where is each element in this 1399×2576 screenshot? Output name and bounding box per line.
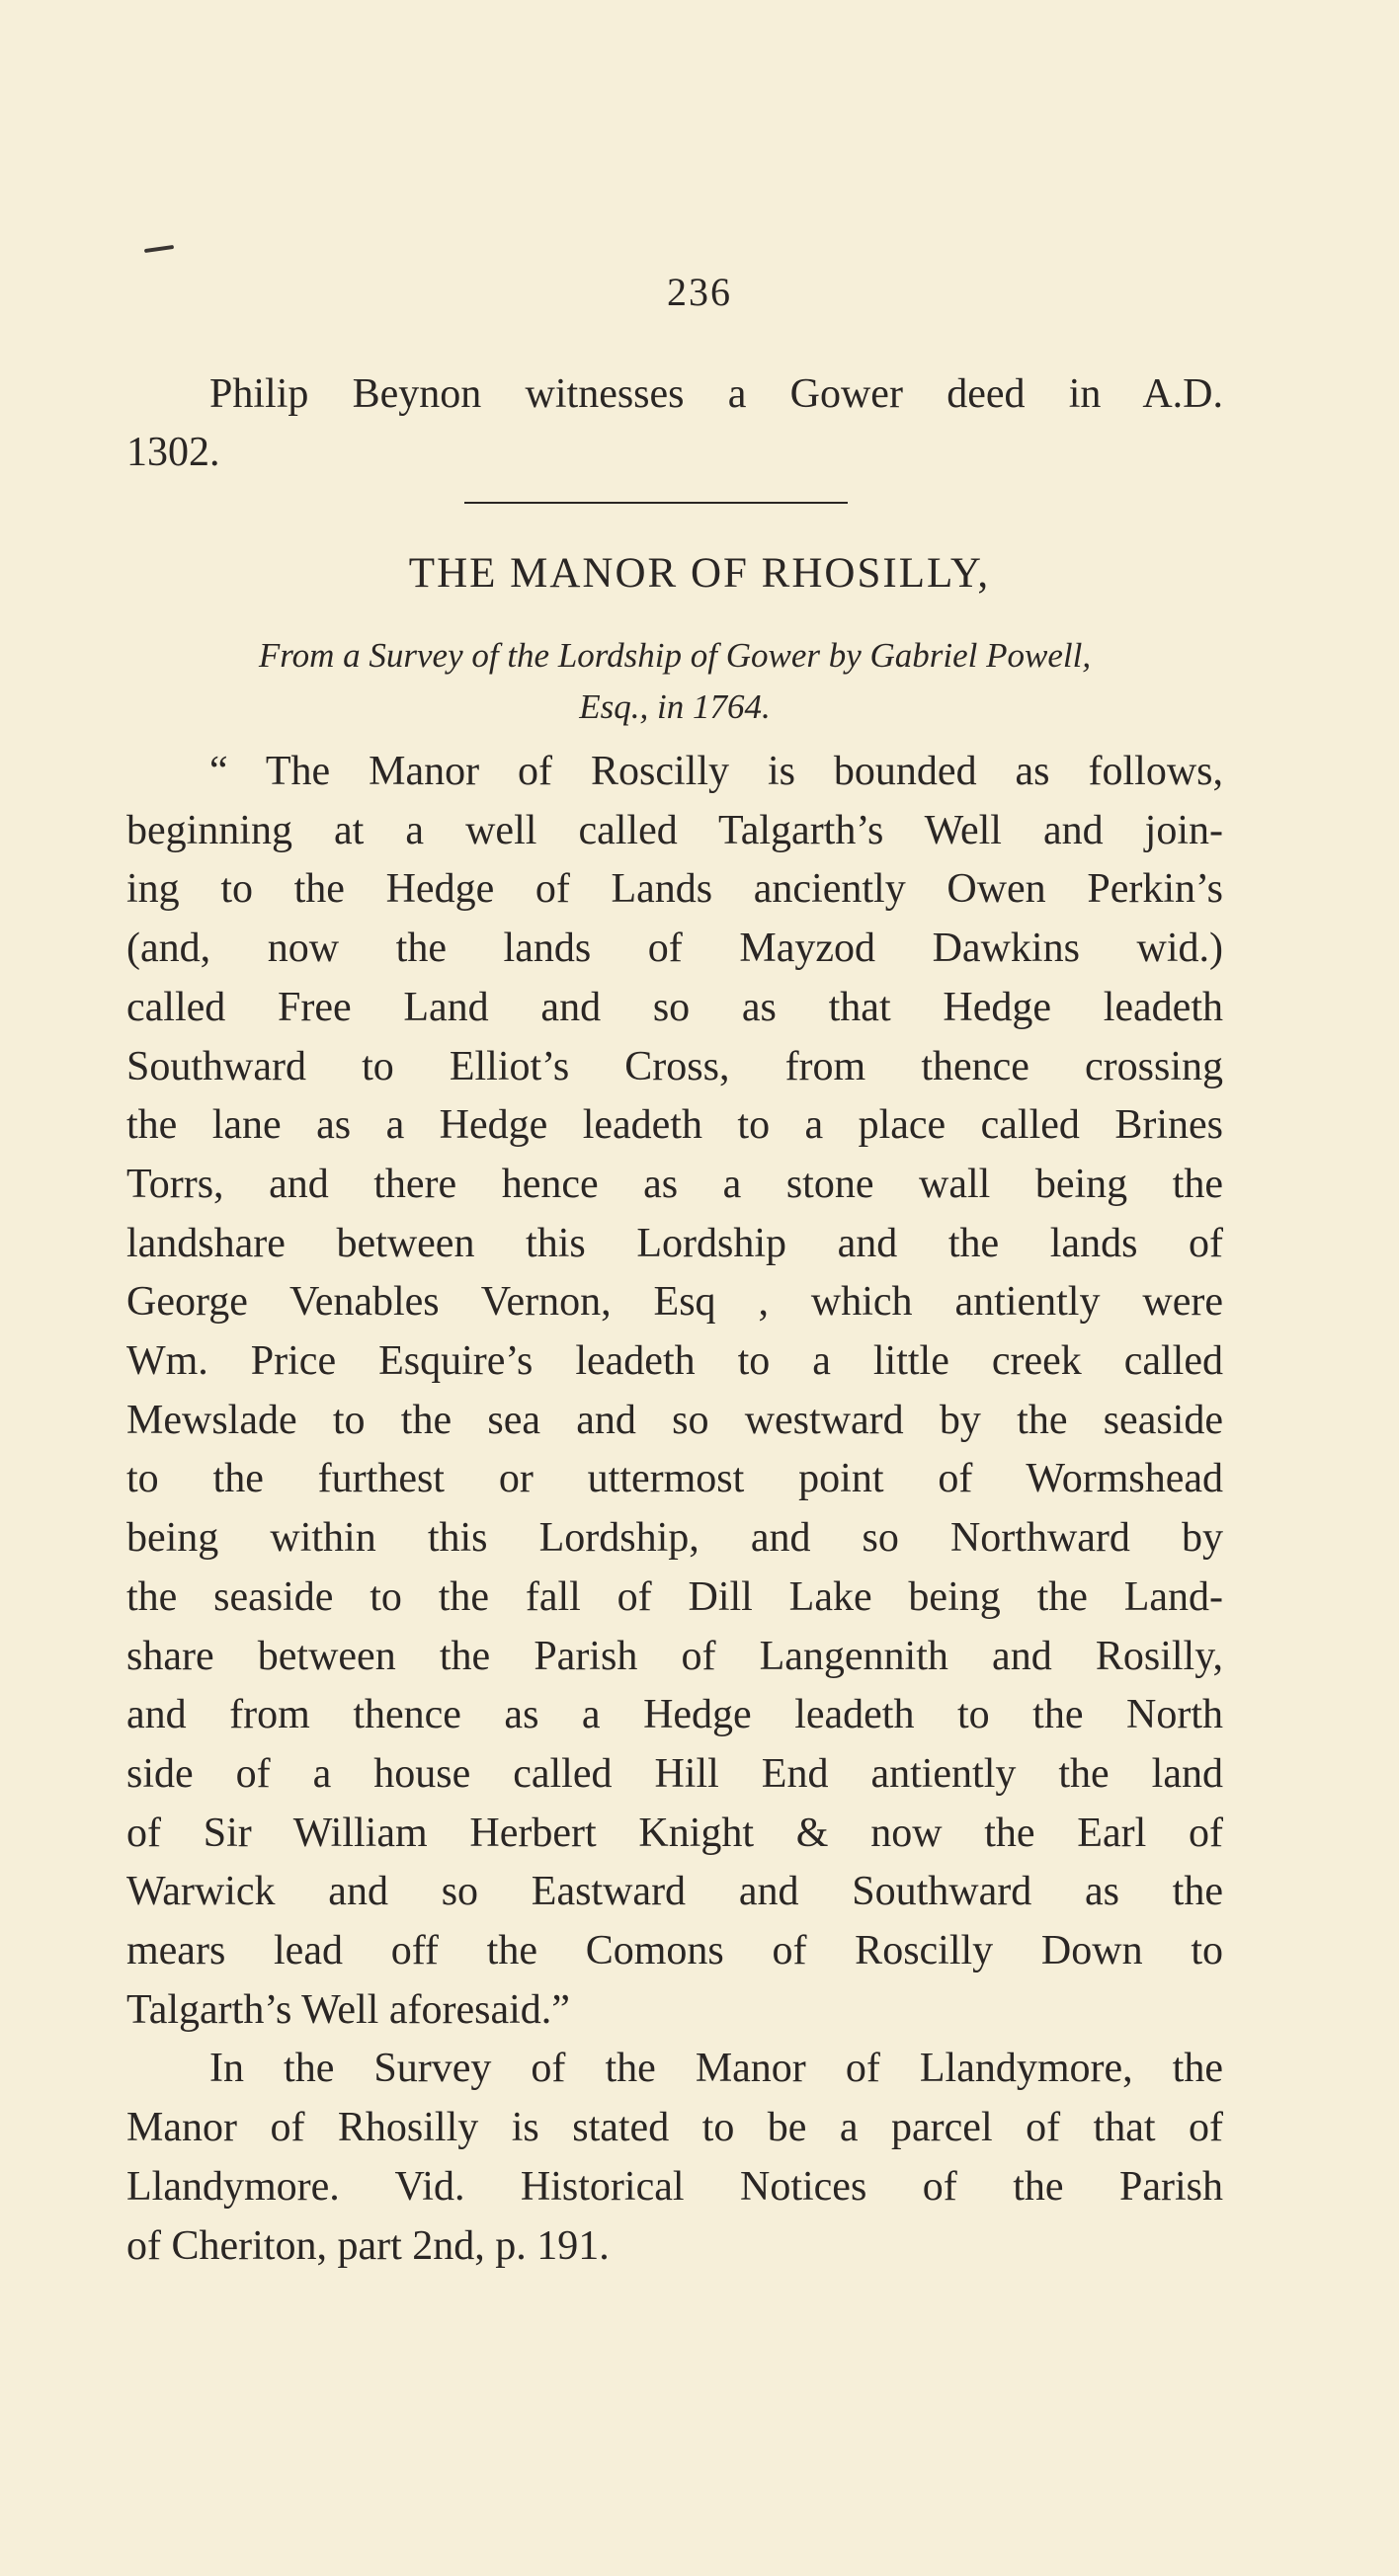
page-number: 236: [667, 270, 732, 314]
text-line: and from thence as a Hedge leadeth to the North: [126, 1692, 1223, 1738]
section-subheading: [126, 630, 1223, 733]
subheading-line: Esq., in 1764.: [579, 687, 771, 726]
subheading-line: From a Survey of the Lordship of Gower by Gabriel Powell,: [258, 636, 1092, 675]
text-line: of Sir William Herbert Knight & now the Earl of: [126, 1810, 1223, 1856]
text-line: the seaside to the fall of Dill Lake being the Land-: [126, 1573, 1223, 1620]
text-line: 1302.: [126, 430, 220, 475]
survey-quote-paragraph: [126, 743, 1223, 2040]
text-line: (and, now the lands of Mayzod Dawkins wid.): [126, 926, 1223, 972]
text-line: Southward to Elliot’s Cross, from thence crossing: [126, 1043, 1223, 1089]
text-line: Warwick and so Eastward and Southward as the: [126, 1869, 1223, 1915]
text-line: George Venables Vernon, Esq , which antiently were: [126, 1279, 1223, 1326]
text-line: to the furthest or uttermost point of Wormshead: [126, 1456, 1223, 1502]
text-line: “ The Manor of Roscilly is bounded as follows,: [209, 749, 1223, 794]
text-line: the lane as a Hedge leadeth to a place called Brines: [126, 1102, 1223, 1149]
closing-paragraph: [126, 2040, 1223, 2276]
text-line: share between the Parish of Langennith and Rosilly,: [126, 1633, 1223, 1679]
text-line: ing to the Hedge of Lands anciently Owen Perkin’s: [126, 866, 1223, 913]
text-line: Talgarth’s Well aforesaid.”: [126, 1986, 570, 2033]
text-line: of Cheriton, part 2nd, p. 191.: [126, 2222, 610, 2269]
text-line: Wm. Price Esquire’s leadeth to a little creek called: [126, 1338, 1223, 1385]
text-line: Llandymore. Vid. Historical Notices of the Parish: [126, 2163, 1223, 2210]
text-line: Philip Beynon witnesses a Gower deed in A.D.: [209, 371, 1223, 417]
margin-dash-mark: [144, 245, 174, 253]
section-heading: THE MANOR OF RHOSILLY,: [408, 550, 991, 597]
text-line: side of a house called Hill End antiently the land: [126, 1750, 1223, 1797]
body-text: [126, 743, 1223, 2276]
text-line: called Free Land and so as that Hedge leadeth: [126, 984, 1223, 1030]
text-line: Torrs, and there hence as a stone wall being the: [126, 1161, 1223, 1207]
text-line: In the Survey of the Manor of Llandymore, the: [209, 2046, 1223, 2092]
text-line: landshare between this Lordship and the lands of: [126, 1220, 1223, 1266]
text-line: Manor of Rhosilly is stated to be a parcel of that of: [126, 2105, 1223, 2151]
opening-paragraph: [126, 365, 1223, 482]
text-line: mears lead off the Comons of Roscilly Down to: [126, 1928, 1223, 1974]
text-line: Mewslade to the sea and so westward by the seaside: [126, 1397, 1223, 1443]
text-line: beginning at a well called Talgarth’s Well and join-: [126, 807, 1223, 853]
section-divider: [464, 502, 848, 504]
text-line: being within this Lordship, and so Northward by: [126, 1515, 1223, 1562]
